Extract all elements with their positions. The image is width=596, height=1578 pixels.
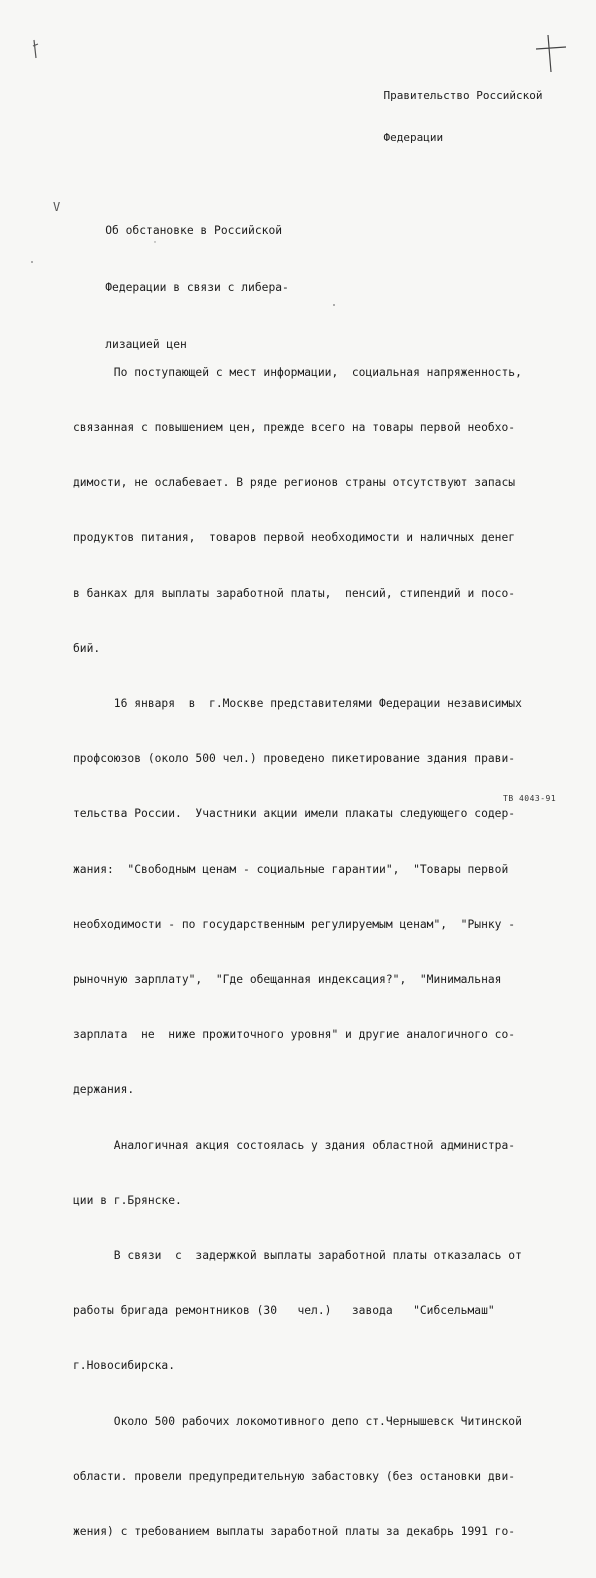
- subject-line: Об обстановке в Российской: [105, 224, 283, 237]
- subject-line: лизацией цен: [105, 338, 187, 351]
- body-line: продуктов питания, товаров первой необходимости и наличных денег: [73, 531, 516, 545]
- body-text: [73, 327, 522, 1578]
- body-line: работы бригада ремонтников (30 чел.) завода "Сибсельмаш": [73, 1304, 495, 1318]
- body-line: Аналогичная акция состоялась у здания областной администра-: [73, 1138, 516, 1152]
- speck: [333, 304, 335, 306]
- body-line: необходимости - по государственным регулируемым ценам", "Рынку -: [73, 917, 516, 931]
- addressee-block: [357, 75, 542, 159]
- body-line: бий.: [73, 641, 101, 655]
- body-line: профсоюзов (около 500 чел.) проведено пикетирование здания прави-: [73, 752, 516, 766]
- body-line: димости, не ослабевает. В ряде регионов страны отсутствуют запасы: [73, 476, 516, 490]
- speck: [31, 261, 33, 263]
- body-line: держания.: [73, 1083, 135, 1097]
- body-line: жения) с требованием выплаты заработной платы за декабрь 1991 го-: [73, 1525, 516, 1539]
- addressee-line: Правительство Российской: [383, 89, 543, 102]
- body-line: рыночную зарплату", "Где обещанная индексация?", "Минимальная: [73, 973, 502, 987]
- body-line: 16 января в г.Москве представителями Федерации независимых: [73, 697, 522, 711]
- body-line: г.Новосибирска.: [73, 1359, 176, 1373]
- body-line: области. провели предупредительную забастовку (без остановки дви-: [73, 1469, 516, 1483]
- addressee-line: Федерации: [383, 131, 444, 144]
- print-stamp: ТВ 4043-91: [503, 794, 557, 803]
- body-line: в банках для выплаты заработной платы, пенсий, стипендий и посо-: [73, 586, 516, 600]
- body-line: ции в г.Брянске.: [73, 1193, 182, 1207]
- body-line: Около 500 рабочих локомотивного депо ст.Чернышевск Читинской: [73, 1414, 522, 1428]
- body-line: жания: "Свободным ценам - социальные гарантии", "Товары первой: [73, 862, 509, 876]
- corner-cross-mark: [536, 35, 566, 72]
- body-line: зарплата не ниже прожиточного уровня" и другие аналогичного со-: [73, 1028, 516, 1042]
- margin-pen-mark: [33, 40, 38, 58]
- subject-line: Федерации в связи с либера-: [105, 281, 289, 294]
- body-line: В связи с задержкой выплаты заработной платы отказалась от: [73, 1249, 522, 1263]
- body-line: связанная с повышением цен, прежде всего на товары первой необхо-: [73, 421, 516, 435]
- body-line: По поступающей с мест информации, социальная напряженность,: [73, 365, 522, 379]
- body-line: тельства России. Участники акции имели плакаты следующего содер-: [73, 807, 516, 821]
- check-mark: V: [53, 200, 61, 214]
